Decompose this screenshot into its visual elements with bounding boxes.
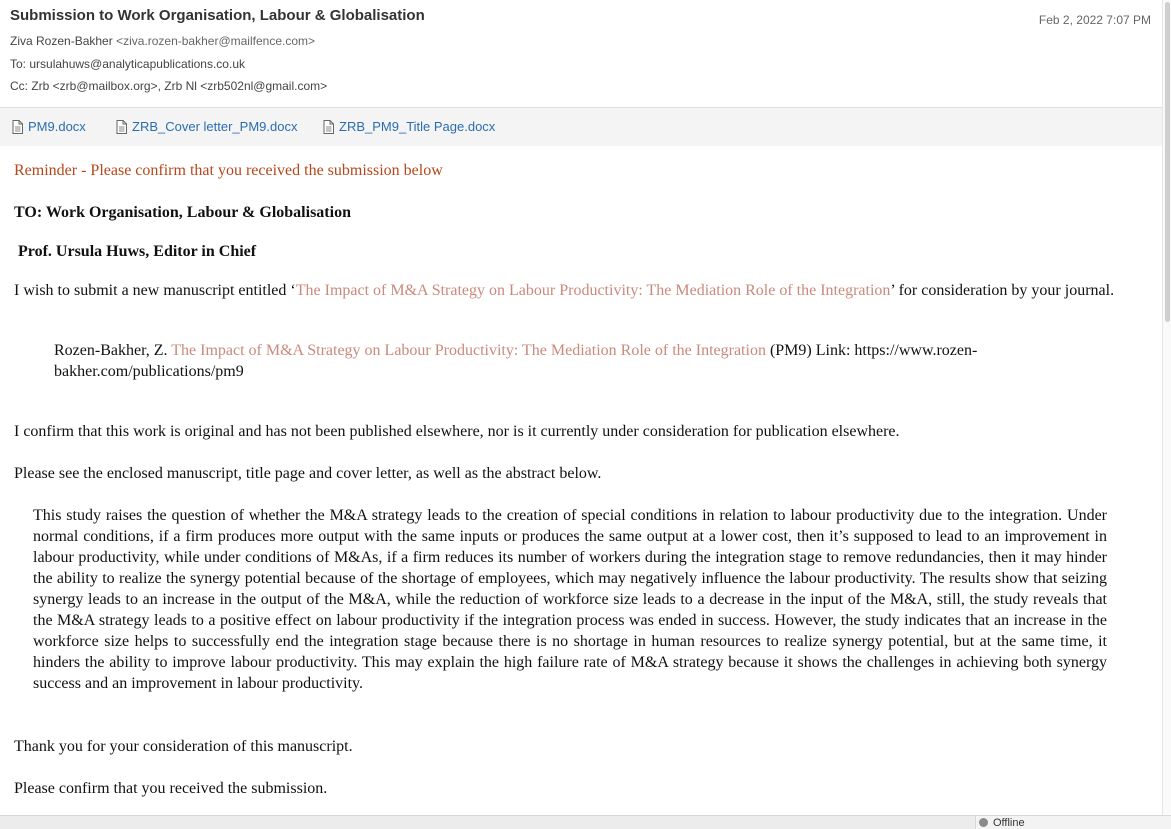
attachment-name: ZRB_PM9_Title Page.docx <box>339 119 496 134</box>
email-header <box>0 0 1163 107</box>
cc-recipients[interactable]: Zrb <zrb@mailbox.org>, Zrb Nl <zrb502nl@gmail.com> <box>31 79 328 93</box>
cc-label: Cc: <box>10 79 28 93</box>
intro-paragraph <box>14 280 1134 301</box>
abstract-paragraph: This study raises the question of whether the M&A strategy leads to the creation of special conditions in relation to labour productivity due to the integration. Under normal conditions, if a firm produces more output with the same inputs or produces the same output at a lower cost, then it’s supposed to lead to an improvement in labour productivity, while under conditions of M&As, if a firm reduces its number of workers during the integration stage to remove redundancies, then it may hinder the ability to realize the synergy potential because of the shortage of employees, which may negatively influence the labour productivity. The results show that seizing synergy leads to an increase in the output of the M&A, while the reduction of workforce size leads to a decrease in the input of the M&A, still, the study reveals that the M&A strategy leads to a positive effect on labour productivity if the integration process was ended in success. However, the study indicates that an increase in the workforce size helps to successfully end the integration stage because there is no shortage in human resources to realize synergy potential, but at the same time, it hinders the ability to improve labour productivity. This may explain the high failure rate of M&A strategy because it shows the challenges in achieving both synergy success and an improvement in labour productivity. <box>33 507 1107 692</box>
cc-line <box>10 79 327 93</box>
offline-status-icon <box>979 818 988 827</box>
reference-link[interactable]: (PM9) Link: https://www.rozen-bakher.com/publications/pm9 <box>54 342 978 380</box>
reminder-line: Reminder - Please confirm that you received the submission below <box>14 162 443 179</box>
document-icon <box>12 120 23 134</box>
attachment-name: ZRB_Cover letter_PM9.docx <box>132 119 298 134</box>
intro-text-end: ’ for consideration by your journal. <box>890 282 1115 299</box>
manuscript-title: The Impact of M&A Strategy on Labour Productivity: The Mediation Role of the Integration <box>295 282 891 299</box>
reference-paragraph <box>54 340 1114 382</box>
enclosed-note: Please see the enclosed manuscript, title page and cover letter, as well as the abstract below. <box>14 465 602 482</box>
attachments-bar <box>0 107 1163 146</box>
attachment-title-page[interactable] <box>323 119 495 134</box>
status-label: Offline <box>993 816 1025 829</box>
thanks-line: Thank you for your consideration of this manuscript. <box>14 738 353 755</box>
to-journal-line: TO: Work Organisation, Labour & Globalisation <box>14 204 351 221</box>
vertical-scrollbar[interactable] <box>1162 0 1171 828</box>
attachment-cover-letter[interactable] <box>116 119 297 134</box>
to-recipient[interactable]: ursulahuws@analyticapublications.co.uk <box>29 57 245 71</box>
sender-name[interactable]: Ziva Rozen-Bakher <box>10 34 113 48</box>
intro-text: I wish to submit a new manuscript entitled ‘ <box>14 282 296 299</box>
reference-title: The Impact of M&A Strategy on Labour Productivity: The Mediation Role of the Integration <box>171 342 766 359</box>
email-date: Feb 2, 2022 7:07 PM <box>1038 13 1151 27</box>
attachment-pm9[interactable] <box>12 119 86 134</box>
scrollbar-thumb[interactable] <box>1165 2 1170 322</box>
to-label: To: <box>10 57 27 71</box>
reference-author: Rozen-Bakher, Z. <box>54 342 172 359</box>
connection-status[interactable] <box>975 816 1171 829</box>
to-line <box>10 57 245 71</box>
document-icon <box>323 120 334 134</box>
originality-statement: I confirm that this work is original and has not been published elsewhere, nor is it currently under consideration for publication elsewhere. <box>14 423 900 440</box>
editor-line: Prof. Ursula Huws, Editor in Chief <box>18 243 257 260</box>
attachment-name: PM9.docx <box>28 119 86 134</box>
email-subject: Submission to Work Organisation, Labour & Globalisation <box>10 7 425 24</box>
document-icon <box>116 120 127 134</box>
sender-email[interactable]: <ziva.rozen-bakher@mailfence.com> <box>116 34 315 48</box>
from-line <box>10 34 315 48</box>
confirm-request-line: Please confirm that you received the submission. <box>14 780 328 797</box>
status-bar <box>0 815 1171 829</box>
